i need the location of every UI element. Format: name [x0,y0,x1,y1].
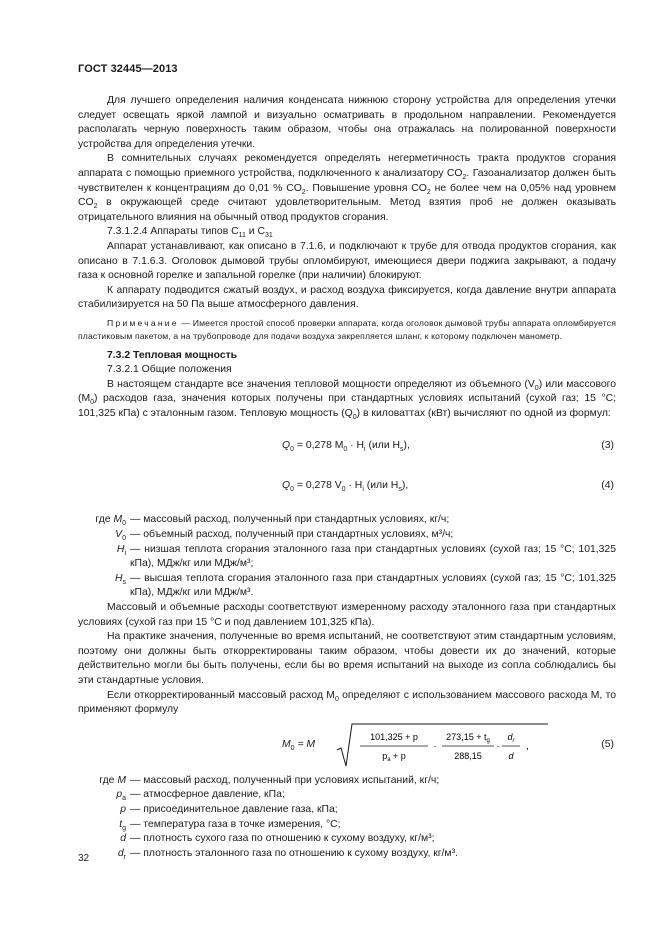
equation-5-radical [336,722,550,768]
equation-4-number: (4) [601,480,614,492]
variable-description: — плотность сухого газа по отношению к сухому воздуху, кг/м³; [130,833,435,845]
paragraph: К аппарату подводится сжатый воздух, и расход воздуха фиксируется, когда давление внутри аппарата стабилизируется на 50 Па выше атмосферного давления. [78,284,616,311]
variable-description: — температура газа в точке измерения, °C; [130,818,341,830]
paragraph: Для лучшего определения наличия конденсата нижнюю сторону устройства для определения утечки следует освещать яркой лампой и визуально осматривать в продольном направлении. Рекомендуется располагать черную поверхность таким образом, чтобы она отражалась на полированной поверхности устройства для определения утечки. [78,95,616,150]
multiply-dot: · [496,740,500,751]
paragraph: На практике значения, полученные во время испытаний, не соответствуют этим стандартным условиям, поэтому они должны быть откорректированы таким образом, чтобы довести их до значений, которые действительно могли бы быть получены, если бы во время испытаний на выходе из сопла соблюдались бы эти стандартные условия. [78,631,616,686]
page-number: 32 [78,853,90,864]
variable-description: — массовый расход, полученный при стандартных условиях, кг/ч; [130,514,450,526]
variable-symbol: $d_r$ [117,847,126,861]
equation-5-lhs: $M_0 = M$ [282,738,316,752]
variable-definition [78,832,616,847]
variable-description: — плотность эталонного газа по отношению к сухому воздуху, кг/м³. [130,847,458,859]
equation-4-formula: $Q_0 = 0,278$ $V_0 \cdot H_i$ (или $H_s$), [282,480,409,494]
variable-definition [78,774,616,789]
variable-symbol: p [120,803,126,815]
document-body [78,94,616,861]
equation-5 [78,722,616,772]
term1-numerator: 101,325 + p [370,731,418,742]
paragraph: В настоящем стандарте все значения тепловой мощности определяют из объемного $(V_0)$ или массового $(M_0)$ расходов газа, значения которых получены при стандартных условиях испытаний (сухой газ; 15 °C; 101,325 кПа) с эталонным газом. Тепловую мощность $(Q_0)$ в киловаттах (кВт) вычисляют по одной из формул: [78,378,616,421]
variable-symbol: $p_a$ [116,789,126,803]
paragraph: Аппарат устанавливают, как описано в 7.1.6, и подключают к трубе для отвода продуктов сгорания, как описано в 7.1.6.3. Оголовок дымовой трубы опломбируют, имеющиеся двери поджига закрывают, а подачу газа к основной горелке и запальной горелке (при наличии) блокируют. [78,240,616,282]
term3-denominator: d [508,750,514,761]
term3-numerator: $d_r$ [507,731,515,744]
variable-list-2 [78,774,616,862]
equation-5-comma: , [526,740,529,752]
term1-denominator: $p_a + p$ [382,750,406,763]
paragraph: Массовый и объемные расходы соответствуют измеренному расходу эталонного газа при стандартных условиях (сухой газ при 15 °C и под давлением 101,325 кПа). [78,602,616,628]
variable-symbol: d [120,833,126,845]
document-header: ГОСТ 32445—2013 [78,63,178,75]
multiply-dot: · [433,740,437,751]
variable-definition [78,528,616,543]
variable-definition [78,847,616,862]
equation-3-number: (3) [601,440,614,452]
variable-description: — массовый расход, полученный при условиях испытаний, кг/ч; [130,774,440,786]
paragraph: В сомнительных случаях рекомендуется определять негерметичность тракта продуктов сгорания аппарата с помощью приемного устройства, подключенного к анализатору $CO_2$. Газоанализатор должен быть чувствителен к концентрациям до 0,01 % $CO_2$. Повышение уровня $CO_2$ не более чем на 0,05% над уровнем $CO_2$ в окружающей среде считают удовлетворительным. Метод взятия проб не должен оказывать отрицательного влияния на обычный отвод продуктов сгорания. [78,153,617,223]
variable-symbol: $V_0$ [115,529,126,543]
variable-symbol: $t_g$ [119,818,126,832]
variable-symbol: $H_s$ [114,572,126,586]
variable-definition [78,818,616,833]
subsection-heading: 7.3.2.1 Общие положения [107,364,232,376]
variable-description: — низшая теплота сгорания эталонного газа при стандартных условиях (сухой газ; 15 °C; 101,325 кПа), МДж/кг или МДж/м³; [130,543,616,570]
equation-3 [78,431,616,463]
equation-5-number: (5) [601,738,614,750]
equation-3-formula: $Q_0 = 0,278$ $M_0 \cdot H_i$ (или $H_s$), [282,440,410,454]
variable-symbol: $H_i$ [116,543,126,557]
variable-description: — атмосферное давление, кПа; [130,789,285,801]
variable-list-1 [78,513,616,601]
variable-description: — присоединительное давление газа, кПа; [130,803,338,815]
paragraph: Если откорректированный массовый расход $M_0$ определяют с использованием массового расхода M, то применяют формулу [78,689,616,716]
variable-definition [78,543,616,572]
note: Примечание — Имеется простой способ проверки аппарата, когда оголовок дымовой трубы аппарата опломбируется пластиковым пакетом, а на трубопроводе для подачи воздуха закрепляется шланг, к которому подключен манометр. [78,317,616,341]
term2-numerator: $273,15 + t_g$ [446,731,490,744]
variable-description: — высшая теплота сгорания эталонного газа при стандартных условиях (сухой газ; 15 °C; 101,325 кПа), МДж/кг или МДж/м³. [130,572,616,599]
section-heading: 7.3.2 Тепловая мощность [107,349,238,361]
variable-description: — объемный расход, полученный при стандартных условиях, м³/ч; [130,529,454,541]
variable-symbol: где M [99,774,126,786]
variable-symbol: где $M_0$ [95,514,126,528]
variable-definition [78,803,616,818]
term2-denominator: 288,15 [454,750,482,761]
variable-definition [78,572,616,601]
variable-definition [78,788,616,803]
equation-4 [78,471,616,503]
clause-heading: 7.3.1.2.4 Аппараты типов $C_{11}$ и $C_{31}$ [107,226,273,240]
variable-definition [78,513,616,528]
